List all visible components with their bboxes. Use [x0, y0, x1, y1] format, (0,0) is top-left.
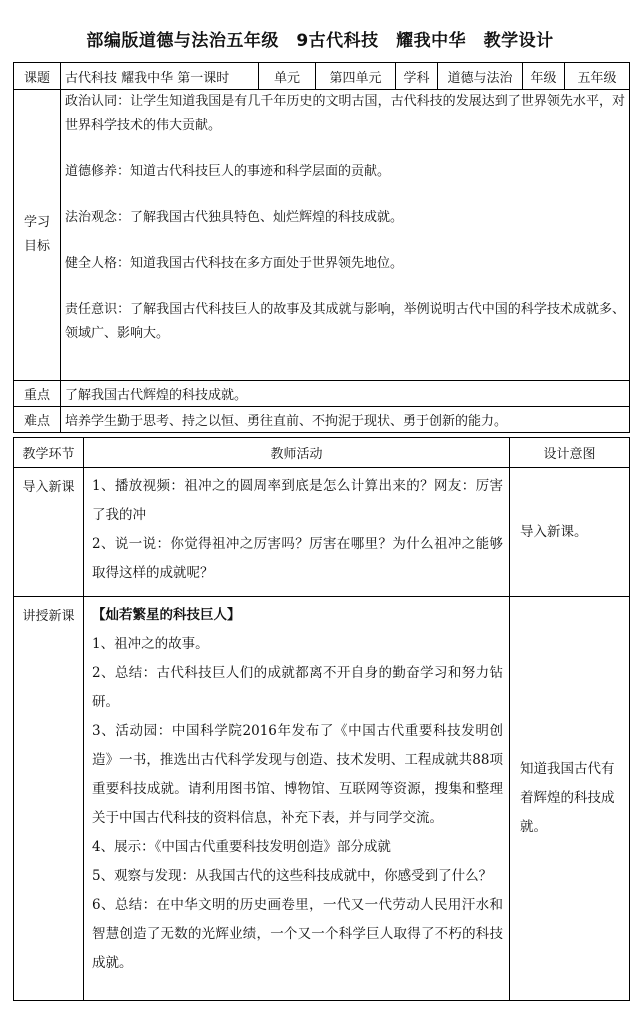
process-row-new [14, 597, 630, 1001]
objective-political: 政治认同：让学生知道我国是有几千年历史的文明古国，古代科技的发展达到了世界领先水平，对世界科学技术的伟大贡献。 [65, 94, 625, 133]
difficulty-value: 培养学生勤于思考、持之以恒、勇往直前、不拘泥于现状、勇于创新的能力。 [61, 407, 630, 433]
teaching-process-table [13, 437, 630, 1001]
activity-item: 6、总结：在中华文明的历史画卷里，一代又一代劳动人民用汗水和智慧创造了无数的光辉业绩，一个又一个科学巨人取得了不朽的科技成就。 [92, 897, 503, 971]
activity-heading: 【灿若繁星的科技巨人】 [92, 607, 241, 623]
course-info-row [14, 63, 630, 90]
objectives-label-text: 学习目标 [23, 215, 50, 254]
unit-value: 第四单元 [316, 63, 396, 90]
stage-new: 讲授新课 [14, 597, 84, 1001]
grade-value: 五年级 [565, 63, 630, 90]
unit-label: 单元 [259, 63, 316, 90]
activity-item: 3、活动园：中国科学院2016年发布了《中国古代重要科技发明创造》一书，推选出古代科学发现与创造、技术发明、工程成就共88项重要科技成就。请利用图书馆、博物馆、互联网等资源，搜集和整理关于中国古代科技的资料信息，补充下表，并与同学交流。 [92, 723, 503, 826]
key-point-row [14, 381, 630, 407]
stage-intro: 导入新课 [14, 468, 84, 597]
activity-item: 2、总结：古代科技巨人们的成就都离不开自身的勤奋学习和努力钻研。 [92, 665, 503, 710]
activity-item: 5、观察与发现：从我国古代的这些科技成就中，你感受到了什么？ [92, 868, 493, 884]
process-header-row [14, 438, 630, 468]
process-row-intro [14, 468, 630, 597]
objective-personality: 健全人格：知道我国古代科技在多方面处于世界领先地位。 [65, 256, 404, 271]
activity-header: 教师活动 [84, 438, 510, 468]
subject-label: 学科 [396, 63, 438, 90]
intent-intro: 导入新课。 [510, 468, 630, 597]
objectives-label [14, 90, 61, 381]
objectives-content [61, 90, 630, 381]
key-point-value: 了解我国古代辉煌的科技成就。 [61, 381, 630, 407]
intent-header: 设计意图 [510, 438, 630, 468]
stage-header: 教学环节 [14, 438, 84, 468]
activity-item: 1、播放视频：祖冲之的圆周率到底是怎么计算出来的？网友：厉害了我的冲 [92, 478, 503, 523]
course-info-table [13, 62, 630, 433]
objective-law: 法治观念：了解我国古代独具特色、灿烂辉煌的科技成就。 [65, 210, 404, 225]
objective-moral: 道德修养：知道古代科技巨人的事迹和科学层面的贡献。 [65, 164, 391, 179]
activity-intro [84, 468, 510, 597]
difficulty-label: 难点 [14, 407, 61, 433]
topic-label: 课题 [14, 63, 61, 90]
objectives-row [14, 90, 630, 381]
activity-new [84, 597, 510, 1001]
topic-value: 古代科技 耀我中华 第一课时 [61, 63, 259, 90]
activity-item: 2、说一说：你觉得祖冲之厉害吗？厉害在哪里？为什么祖冲之能够取得这样的成就呢？ [92, 536, 503, 581]
objective-responsibility: 责任意识：了解我国古代科技巨人的故事及其成就与影响，举例说明古代中国的科学技术成就多、领域广、影响大。 [65, 302, 625, 341]
difficulty-row [14, 407, 630, 433]
intent-new: 知道我国古代有着辉煌的科技成就。 [510, 597, 630, 1001]
grade-label: 年级 [523, 63, 565, 90]
document-title: 部编版道德与法治五年级 9古代科技 耀我中华 教学设计 [86, 31, 554, 51]
subject-value: 道德与法治 [438, 63, 523, 90]
key-point-label: 重点 [14, 381, 61, 407]
activity-item: 1、祖冲之的故事。 [92, 636, 209, 652]
activity-item: 4、展示：《中国古代重要科技发明创造》部分成就 [92, 839, 391, 855]
